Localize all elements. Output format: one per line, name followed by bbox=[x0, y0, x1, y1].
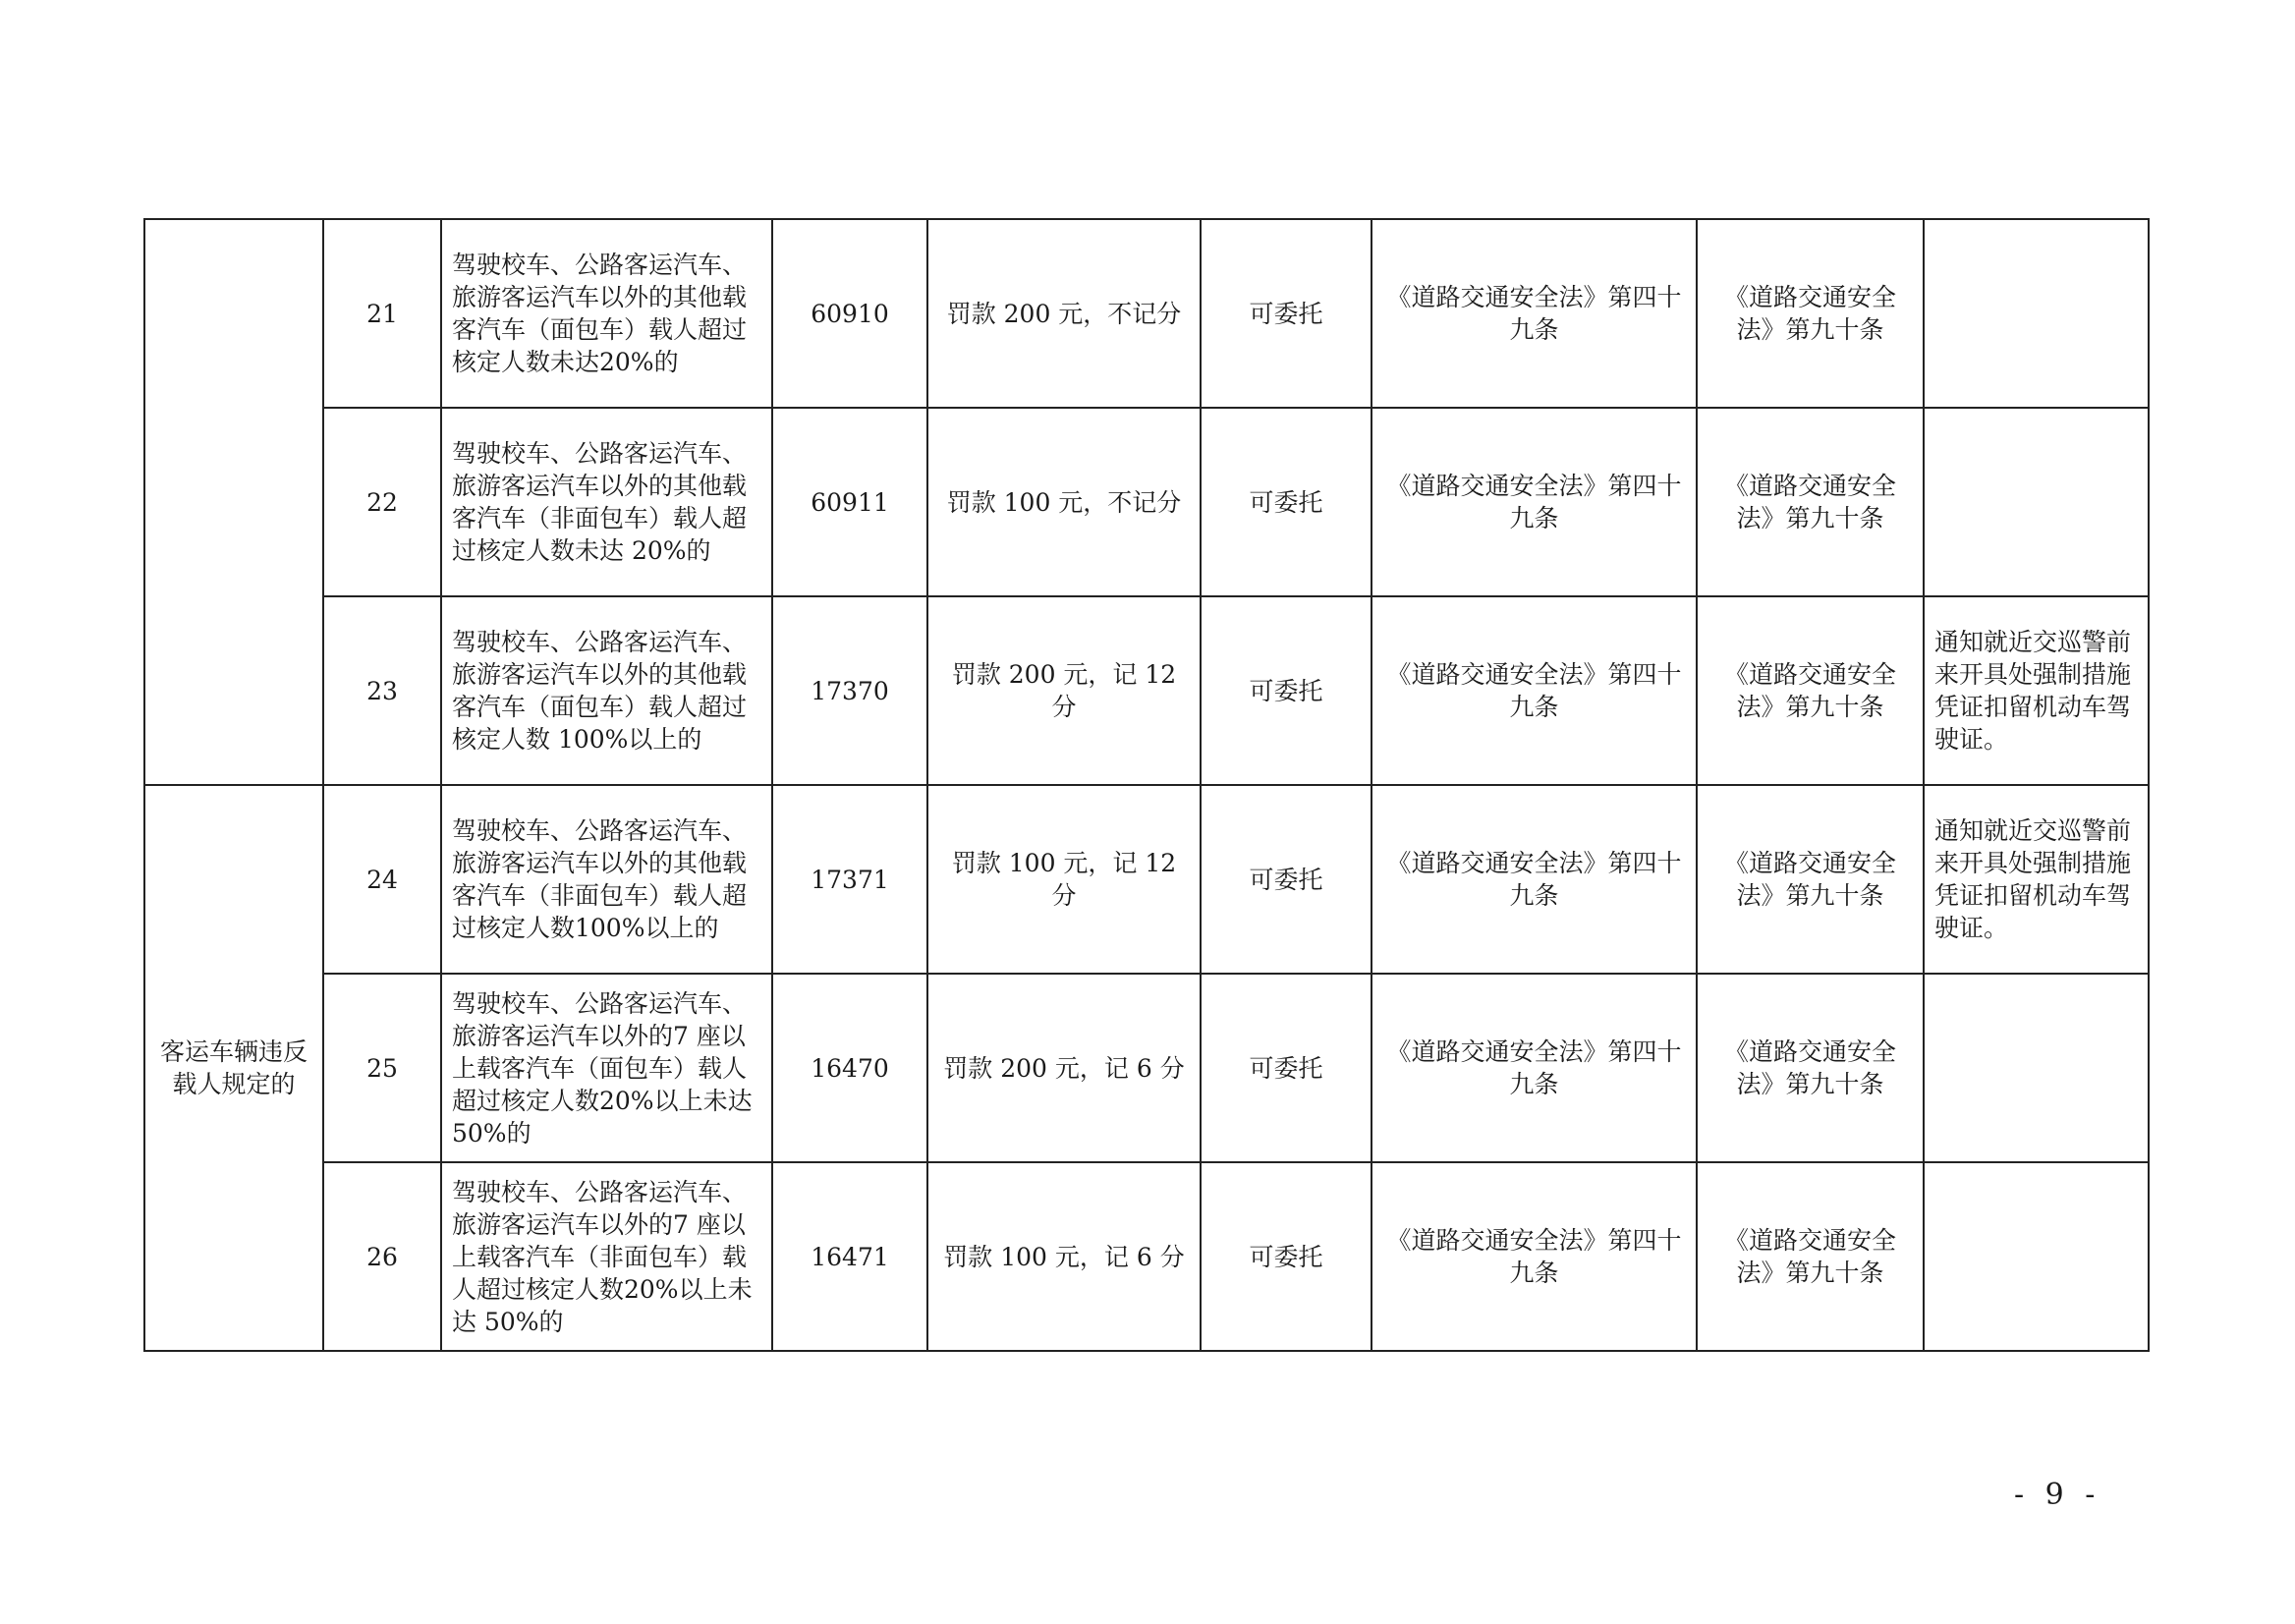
note bbox=[1924, 408, 2149, 596]
violation-code: 17370 bbox=[772, 596, 927, 785]
note: 通知就近交巡警前来开具处强制措施凭证扣留机动车驾驶证。 bbox=[1924, 596, 2149, 785]
legal-basis-penalty: 《道路交通安全法》第九十条 bbox=[1697, 785, 1924, 974]
row-number: 26 bbox=[323, 1162, 441, 1351]
authority: 可委托 bbox=[1201, 596, 1371, 785]
category-cell-blank bbox=[144, 219, 323, 785]
legal-basis-penalty: 《道路交通安全法》第九十条 bbox=[1697, 596, 1924, 785]
penalty: 罚款 200 元，不记分 bbox=[927, 219, 1201, 408]
violation-code: 60911 bbox=[772, 408, 927, 596]
legal-basis-penalty: 《道路交通安全法》第九十条 bbox=[1697, 1162, 1924, 1351]
penalty: 罚款 200 元，记 6 分 bbox=[927, 974, 1201, 1162]
table-row bbox=[144, 974, 2149, 1162]
legal-basis-penalty: 《道路交通安全法》第九十条 bbox=[1697, 408, 1924, 596]
penalty: 罚款 100 元，记 12 分 bbox=[927, 785, 1201, 974]
authority: 可委托 bbox=[1201, 219, 1371, 408]
violation-code: 16470 bbox=[772, 974, 927, 1162]
penalty: 罚款 100 元，不记分 bbox=[927, 408, 1201, 596]
note bbox=[1924, 219, 2149, 408]
penalty: 罚款 200 元，记 12 分 bbox=[927, 596, 1201, 785]
category-cell: 客运车辆违反载人规定的 bbox=[144, 785, 323, 1351]
legal-basis-violation: 《道路交通安全法》第四十九条 bbox=[1371, 596, 1697, 785]
legal-basis-violation: 《道路交通安全法》第四十九条 bbox=[1371, 785, 1697, 974]
authority: 可委托 bbox=[1201, 785, 1371, 974]
violation-description: 驾驶校车、公路客运汽车、旅游客运汽车以外的其他载客汽车（非面包车）载人超过核定人数未达 20%的 bbox=[441, 408, 772, 596]
violation-code: 60910 bbox=[772, 219, 927, 408]
table-row bbox=[144, 1162, 2149, 1351]
legal-basis-penalty: 《道路交通安全法》第九十条 bbox=[1697, 219, 1924, 408]
violation-description: 驾驶校车、公路客运汽车、旅游客运汽车以外的其他载客汽车（面包车）载人超过核定人数未达20%的 bbox=[441, 219, 772, 408]
violation-description: 驾驶校车、公路客运汽车、旅游客运汽车以外的其他载客汽车（非面包车）载人超过核定人数100%以上的 bbox=[441, 785, 772, 974]
legal-basis-penalty: 《道路交通安全法》第九十条 bbox=[1697, 974, 1924, 1162]
legal-basis-violation: 《道路交通安全法》第四十九条 bbox=[1371, 1162, 1697, 1351]
note: 通知就近交巡警前来开具处强制措施凭证扣留机动车驾驶证。 bbox=[1924, 785, 2149, 974]
table-row bbox=[144, 596, 2149, 785]
violation-description: 驾驶校车、公路客运汽车、旅游客运汽车以外的其他载客汽车（面包车）载人超过核定人数 100%以上的 bbox=[441, 596, 772, 785]
row-number: 21 bbox=[323, 219, 441, 408]
table-row bbox=[144, 408, 2149, 596]
authority: 可委托 bbox=[1201, 1162, 1371, 1351]
violation-table bbox=[143, 218, 2150, 1352]
violation-description: 驾驶校车、公路客运汽车、旅游客运汽车以外的7 座以上载客汽车（非面包车）载人超过核定人数20%以上未达 50%的 bbox=[441, 1162, 772, 1351]
violation-code: 17371 bbox=[772, 785, 927, 974]
row-number: 24 bbox=[323, 785, 441, 974]
authority: 可委托 bbox=[1201, 974, 1371, 1162]
violation-description: 驾驶校车、公路客运汽车、旅游客运汽车以外的7 座以上载客汽车（面包车）载人超过核定人数20%以上未达 50%的 bbox=[441, 974, 772, 1162]
legal-basis-violation: 《道路交通安全法》第四十九条 bbox=[1371, 408, 1697, 596]
legal-basis-violation: 《道路交通安全法》第四十九条 bbox=[1371, 219, 1697, 408]
table-row bbox=[144, 219, 2149, 408]
penalty: 罚款 100 元，记 6 分 bbox=[927, 1162, 1201, 1351]
note bbox=[1924, 1162, 2149, 1351]
row-number: 25 bbox=[323, 974, 441, 1162]
table-row bbox=[144, 785, 2149, 974]
page-number: - 9 - bbox=[2014, 1478, 2101, 1512]
note bbox=[1924, 974, 2149, 1162]
row-number: 23 bbox=[323, 596, 441, 785]
row-number: 22 bbox=[323, 408, 441, 596]
authority: 可委托 bbox=[1201, 408, 1371, 596]
legal-basis-violation: 《道路交通安全法》第四十九条 bbox=[1371, 974, 1697, 1162]
violation-code: 16471 bbox=[772, 1162, 927, 1351]
